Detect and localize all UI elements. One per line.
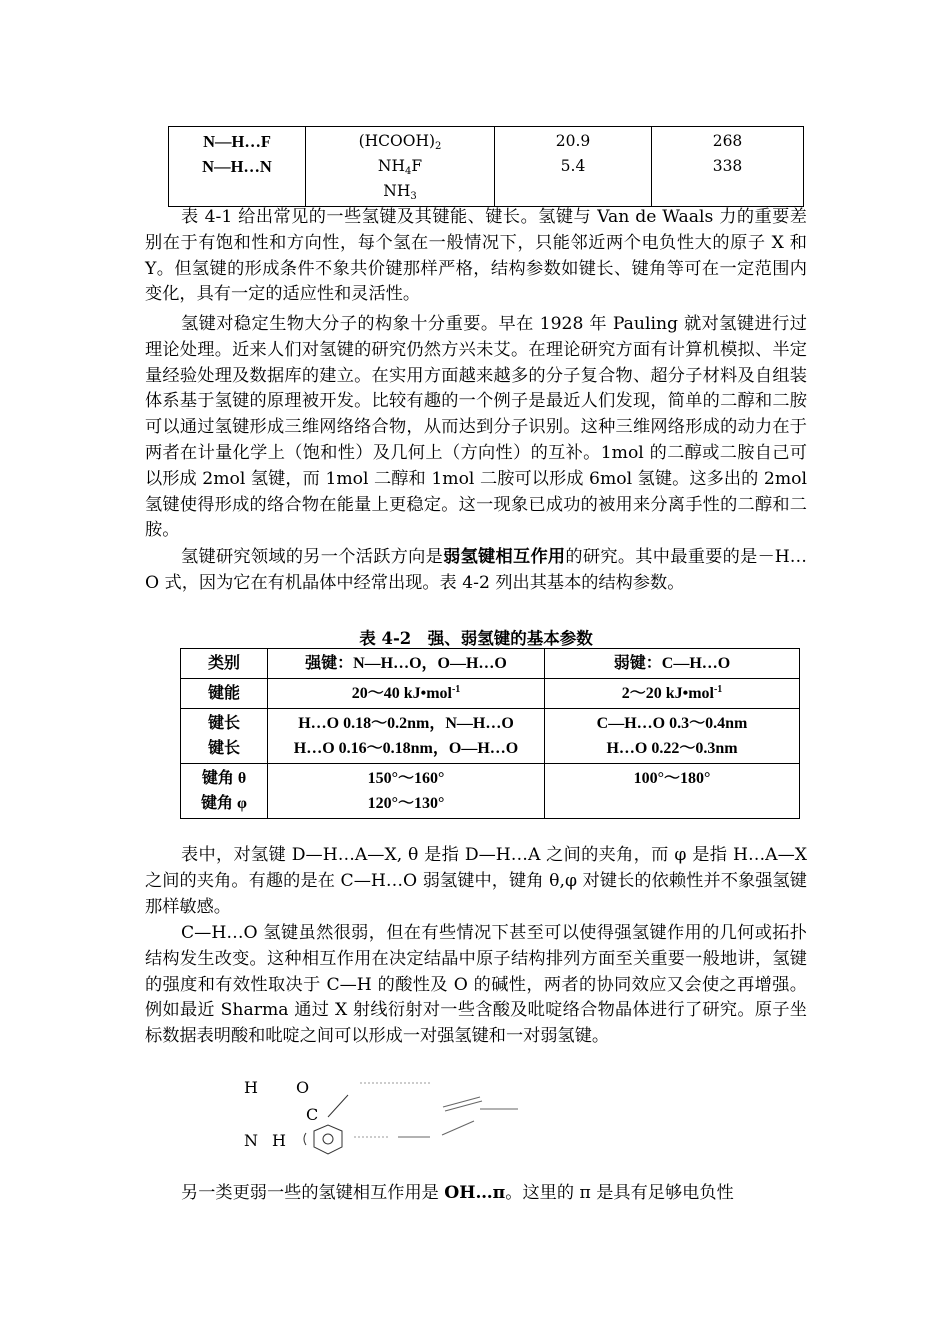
- table-4-2-caption: 表 4-2 强、弱氢键的基本参数: [359, 629, 593, 648]
- table-row-angle: [181, 764, 800, 819]
- header-strong: 强键：N—H…O，O—H…O: [268, 649, 545, 679]
- table-row-length: [181, 709, 800, 764]
- row-label: 键角 θ 键角 φ: [181, 764, 268, 819]
- table-row: [169, 127, 804, 207]
- atom-label: N: [244, 1131, 258, 1150]
- atom-label: H: [244, 1078, 258, 1097]
- weak-length-cell: C—H…O 0.3～0.4nm H…O 0.22～0.3nm: [545, 709, 800, 764]
- paragraph-2: 氢键对稳定生物大分子的构象十分重要。早在 1928 年 Pauling 就对氢键进行过理论处理。近来人们对氢键的研究仍然方兴未艾。在理论研究方面有计算机模拟、半定量经验处理及数据库的建立。在实用方面越来越多的分子复合物、超分子材料及自组装体系基于氢键的原理被开发。比较有趣的一个例子是最近人们发现，简单的二醇和二胺可以通过氢键形成三维网络络合物，从而达到分子识别。这种三维网络形成的动力在于两者在计量化学上（饱和性）及几何上（方向性）的互补。1mol 的二醇或二胺自己可以形成 2mol 氢键，而 1mol 二醇和 1mol 二胺可以形成 6mol 氢键。这多出的 2mol 氢键使得形成的络合物在能量上更稳定。这一现象已成功的被用来分离手性的二醇和二胺。: [145, 314, 807, 541]
- paragraph-1: 表 4-1 给出常见的一些氢键及其键能、键长。氢键与 Van de Waals 力的重要差别在于有饱和性和方向性，每个氢在一般情况下，只能邻近两个电负性大的原子 X 和 Y。但氢键的形成条件不象共价键那样严格，结构参数如键长、键角等可在一定范围内变化，具有一定的适应性和灵活性。: [145, 207, 807, 305]
- header-weak: 弱键：C—H…O: [545, 649, 800, 679]
- hbond-parameter-table: [180, 648, 800, 819]
- paragraph-3: 氢键研究领域的另一个活跃方向是弱氢键相互作用的研究。其中最重要的是－H…O 式，因为它在有机晶体中经常出现。表 4-2 列出其基本的结构参数。: [145, 547, 807, 593]
- strong-energy-cell: 20～40 kJ•mol$^{-1}$: [268, 679, 545, 709]
- oh-pi-term: OH…π: [444, 1183, 506, 1203]
- bond-energy-cell: 20.9 5.4: [495, 127, 652, 207]
- acid-pyridine-structure-sketch: [230, 1075, 530, 1170]
- structure-lines: [230, 1075, 530, 1170]
- table-header-row: [181, 649, 800, 679]
- atom-label: H: [272, 1131, 286, 1150]
- strong-angle-cell: 150°～160° 120°～130°: [268, 764, 545, 819]
- strong-length-cell: H…O 0.18～0.2nm，N—H…O H…O 0.16～0.18nm，O—H…O: [268, 709, 545, 764]
- table-row-energy: [181, 679, 800, 709]
- weak-angle-cell: 100°～180°: [545, 764, 800, 819]
- weak-hbond-term: 弱氢键相互作用: [443, 547, 566, 567]
- compound-cell: $(HCOOH)_2$ $NH_4F$ $NH_3$: [306, 127, 495, 207]
- paragraph-4: 表中，对氢键 D—H…A—X, θ 是指 D—H…A 之间的夹角，而 φ 是指 H…A—X 之间的夹角。有趣的是在 C—H…O 弱氢键中，键角 θ,φ 对键长的依赖性并不象强氢键那样敏感。: [145, 845, 807, 917]
- paragraph-5: C—H…O 氢键虽然很弱，但在有些情况下甚至可以使得强氢键作用的几何或拓扑结构发生改变。这种相互作用在决定结晶中原子结构排列方面至关重要一般地讲，氢键的强度和有效性取决于 C—H 的酸性及 O 的碱性，两者的协同效应又会使之再增强。例如最近 Sharma 通过 X 射线衍射对一些含酸及吡啶络合物晶体进行了研究。原子坐标数据表明酸和吡啶之间可以形成一对强氢键和一对弱氢键。: [145, 923, 807, 1047]
- atom-label: O: [296, 1078, 310, 1097]
- paragraph-6: 另一类更弱一些的氢键相互作用是 OH…π。这里的 π 是具有足够电负性: [181, 1183, 734, 1203]
- header-category: 类别: [181, 649, 268, 679]
- bond-length-cell: 268 338: [652, 127, 804, 207]
- hydrogen-bond-table-continued: [168, 126, 804, 207]
- weak-energy-cell: 2～20 kJ•mol$^{-1}$: [545, 679, 800, 709]
- row-label: 键长 键长: [181, 709, 268, 764]
- row-label: 键能: [181, 679, 268, 709]
- bond-type-cell: N—H…F N—H…N: [169, 127, 306, 207]
- atom-label: C: [306, 1105, 319, 1124]
